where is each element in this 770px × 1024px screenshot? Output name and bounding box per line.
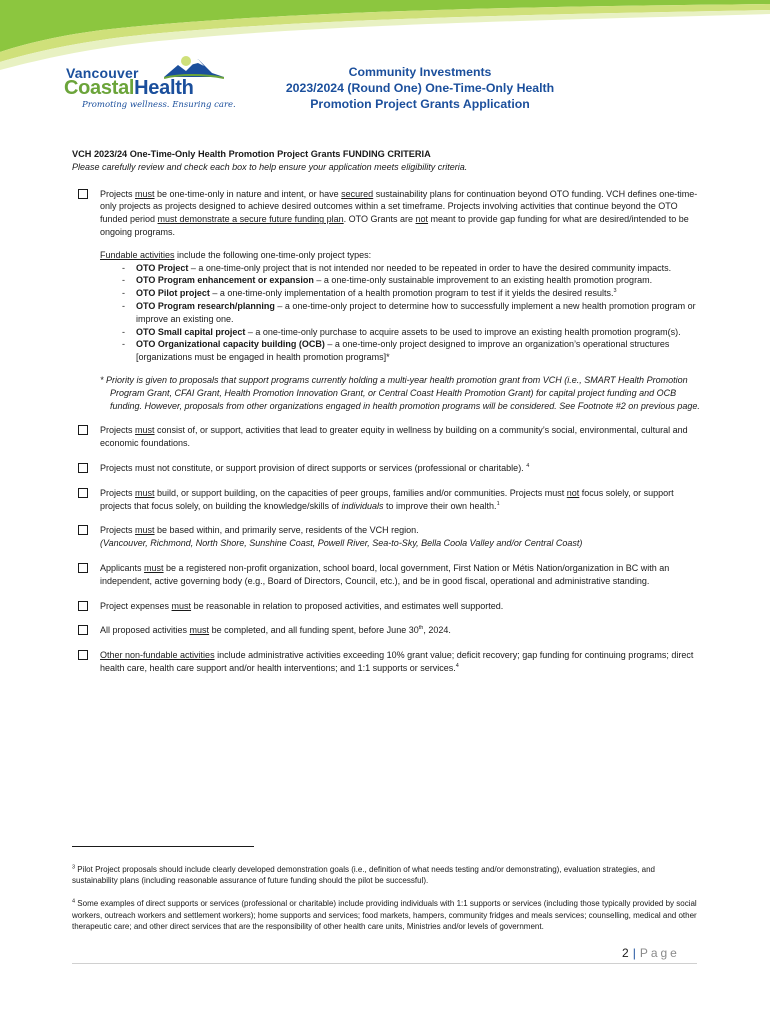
list-item: - OTO Program enhancement or expansion – a one-time-only sustainable improvement to an existing health promotion program. bbox=[122, 274, 700, 287]
mountain-sun-icon bbox=[164, 55, 224, 79]
logo-vancouver-text: Vancouver bbox=[66, 65, 139, 81]
criterion-checkbox-2[interactable] bbox=[78, 425, 88, 435]
footnote-3: $^3$ Pilot Project proposals should include clearly developed demonstration goals (i.e., definition of what needs testing and/or demonstrating), evaluation strategies, and sustainability plans (including reasonable assurance of future funding should the pilot be successful). bbox=[72, 864, 655, 886]
logo-coastal-health-text: CoastalHealth bbox=[64, 77, 194, 99]
criterion-text: Projects must build, or support building, on the capacities of peer groups, families and/or communities. Projects must not focus solely, or support projects that focus solely, on building the knowledge/skills of individuals to improve their own health.$^1$ bbox=[100, 487, 674, 511]
criterion-text: Projects must be one-time-only in nature and intent, or have secured sustainability plans for continuation beyond OTO funding. VCH defines one-time-only projects as projects designed to achieve desired outcomes within a set timeframe. Projects involving activities that continue beyond the OTO funded period must demonstrate a secure future funding plan. OTO Grants are not meant to provide gap funding for what are desired/intended to be ongoing programs. bbox=[100, 188, 698, 237]
criterion-vch-region bbox=[72, 524, 700, 550]
criterion-checkbox-9[interactable] bbox=[78, 650, 88, 660]
criterion-checkbox-5[interactable] bbox=[78, 525, 88, 535]
criterion-equity bbox=[72, 424, 700, 450]
criterion-text: All proposed activities must be completed, and all funding spent, before June 30th, 2024. bbox=[100, 625, 451, 636]
logo-tagline: Promoting wellness. Ensuring care. bbox=[82, 100, 236, 110]
footnotes-section bbox=[72, 864, 702, 944]
criterion-checkbox-7[interactable] bbox=[78, 601, 88, 611]
criterion-one-time-only bbox=[72, 188, 700, 413]
page-title: Community Investments 2023/2024 (Round One) One-Time-Only Health Promotion Project Grants Application bbox=[285, 65, 555, 111]
vch-region-list: (Vancouver, Richmond, North Shore, Sunshine Coast, Powell River, Sea-to-Sky, Bella Coola Valley and/or Central Coast) bbox=[100, 538, 583, 549]
list-item: - OTO Organizational capacity building (OCB) – a one-time-only project designed to improve an organization’s operational structures [organizations must be engaged in health promotion programs]* bbox=[122, 338, 700, 364]
criterion-text: Projects must not constitute, or support provision of direct supports or services (professional or charitable). $^4$ bbox=[100, 462, 530, 473]
funding-criteria-section bbox=[72, 148, 700, 687]
list-item: - OTO Pilot project – a one-time-only implementation of a health promotion program to test if it yields the desired results.$^3$ bbox=[122, 287, 700, 300]
fundable-activities-list bbox=[100, 262, 700, 364]
criterion-text: Project expenses must be reasonable in relation to proposed activities, and estimates well supported. bbox=[100, 600, 504, 611]
criterion-capacity-building bbox=[72, 487, 700, 513]
footer-rule bbox=[72, 963, 697, 964]
criteria-heading: VCH 2023/24 One-Time-Only Health Promotion Project Grants FUNDING CRITERIA bbox=[72, 149, 431, 159]
footnote-4: $^4$ Some examples of direct supports or services (professional or charitable) include providing individuals with 1:1 supports or services (including those typically provided by social workers, outreach workers and settlement workers); home supports and services; food markets, hampers, community fridges and meals services; counselling, medical and other therapeutic care; and other direct services that are the responsibility of other health care units, Ministries and/or levels of government. bbox=[72, 898, 697, 931]
criterion-checkbox-6[interactable] bbox=[78, 563, 88, 573]
criterion-checkbox-8[interactable] bbox=[78, 625, 88, 635]
list-item: - OTO Project – a one-time-only project that is not intended nor needed to be repeated in order to have the desired community impacts. bbox=[122, 262, 700, 275]
criterion-no-direct-services bbox=[72, 462, 700, 475]
criterion-checkbox-1[interactable] bbox=[78, 189, 88, 199]
criterion-text: Applicants must be a registered non-profit organization, school board, local government, First Nation or Métis Nation/organization in BC with an independent, active governing body (e.g., Board of Directors, Council, etc.), and be in good fiscal, operational and administrative standing. bbox=[100, 562, 670, 586]
vancouver-coastal-health-logo bbox=[64, 55, 234, 113]
footnote-divider bbox=[72, 846, 254, 847]
priority-note: * Priority is given to proposals that support programs currently holding a multi-year health promotion grant from VCH (i.e., SMART Health Promotion Program Grant, CFAI Grant, Health Promotion Innovation Grant, or Central Coast Health Promotion Grant) for capital project funding and OCB funding. However, proposals from other organizations engaged in health promotion programs will be considered. See Footnote #2 on previous page. bbox=[100, 374, 700, 411]
list-item: - OTO Small capital project – a one-time-only purchase to acquire assets to be used to improve an existing health promotion program(s). bbox=[122, 326, 700, 339]
criterion-non-fundable-activities bbox=[72, 649, 700, 675]
list-item: - OTO Program research/planning – a one-time-only project to determine how to successfully implement a new health promotion program or improve an existing one. bbox=[122, 300, 700, 326]
criterion-checkbox-3[interactable] bbox=[78, 463, 88, 473]
fundable-activities-intro: Fundable activities include the following one-time-only project types: bbox=[100, 249, 372, 260]
page-number: 2 | Page bbox=[622, 946, 680, 960]
criterion-text: Projects must consist of, or support, activities that lead to greater equity in wellness by building on a community’s social, environmental, cultural and economic foundations. bbox=[100, 425, 688, 449]
criterion-text: Other non-fundable activities include administrative activities exceeding 10% grant value; deficit recovery; gap funding for continuing programs; direct health care, health care support and/or health interventions; and 1:1 supports or services.$^4$ bbox=[100, 650, 694, 673]
criterion-reasonable-expenses bbox=[72, 600, 700, 613]
criterion-text: Projects must be based within, and primarily serve, residents of the VCH region. bbox=[100, 525, 419, 536]
criterion-eligible-applicants bbox=[72, 562, 700, 588]
criterion-completion-date bbox=[72, 624, 700, 637]
criterion-checkbox-4[interactable] bbox=[78, 488, 88, 498]
criteria-instructions: Please carefully review and check each box to help ensure your application meets eligibility criteria. bbox=[72, 161, 468, 172]
